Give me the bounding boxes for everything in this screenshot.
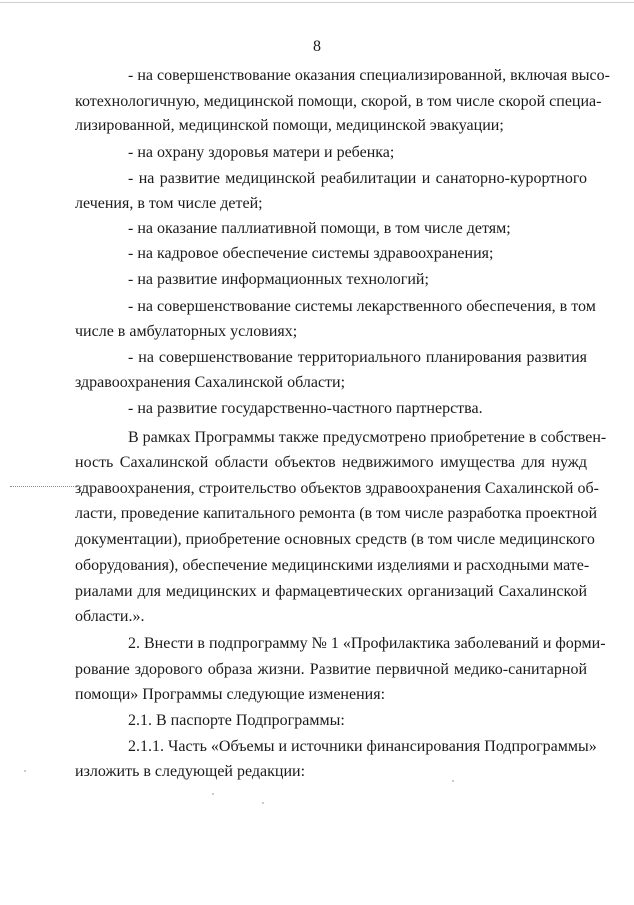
text-line: помощи» Программы следующие изменения: [75, 686, 386, 703]
scan-speck [262, 802, 264, 804]
text-line: - на охрану здоровья матери и ребенка; [128, 144, 395, 161]
scan-speck [212, 793, 214, 795]
scan-speck [452, 780, 454, 782]
text-line: 2.1. В паспорте Подпрограммы: [128, 712, 345, 729]
text-line: котехнологичную, медицинской помощи, скорой, в том числе скорой специа- [75, 93, 602, 110]
text-line: ласти, проведение капитального ремонта (в том числе разработка проектной [75, 505, 598, 522]
text-line: - на развитие медицинской реабилитации и санаторно-курортного [128, 170, 587, 187]
text-line: области.». [75, 608, 145, 625]
text-line: - на совершенствование оказания специализированной, включая высо- [128, 67, 610, 84]
text-line: 2.1.1. Часть «Объемы и источники финансирования Подпрограммы» [128, 738, 597, 755]
text-line: ность Сахалинской области объектов недвижимого имущества для нужд [75, 454, 587, 471]
text-line: - на совершенствование системы лекарственного обеспечения, в том [128, 298, 596, 315]
text-line: здравоохранения Сахалинской области; [75, 374, 346, 391]
text-line: документации), приобретение основных средств (в том числе медицинского [75, 531, 595, 548]
text-line: лизированной, медицинской помощи, медицинской эвакуации; [75, 117, 504, 134]
text-line: числе в амбулаторных условиях; [75, 323, 298, 340]
text-line: - на развитие информационных технологий; [128, 271, 429, 288]
page-number: 8 [313, 38, 321, 55]
text-line: 2. Внести в подпрограмму № 1 «Профилактика заболеваний и форми- [128, 635, 606, 652]
scan-artifact-dash [10, 486, 92, 487]
text-line: оборудования), обеспечение медицинскими изделиями и расходными мате- [75, 557, 590, 574]
text-line: лечения, в том числе детей; [75, 195, 263, 212]
scan-speck [24, 770, 26, 772]
text-line: здравоохранения, строительство объектов здравоохранения Сахалинской об- [75, 480, 599, 497]
scan-top-edge [0, 2, 634, 3]
text-line: риалами для медицинских и фармацевтических организаций Сахалинской [75, 583, 587, 600]
text-line: - на совершенствование территориального планирования развития [128, 349, 587, 366]
text-line: - на развитие государственно-частного партнерства. [128, 400, 483, 417]
text-line: - на оказание паллиативной помощи, в том числе детям; [128, 220, 511, 237]
text-line: - на кадровое обеспечение системы здравоохранения; [128, 245, 494, 262]
text-line: В рамках Программы также предусмотрено приобретение в собствен- [128, 429, 607, 446]
text-line: рование здорового образа жизни. Развитие первичной медико-санитарной [75, 661, 587, 678]
text-line: изложить в следующей редакции: [75, 763, 306, 780]
